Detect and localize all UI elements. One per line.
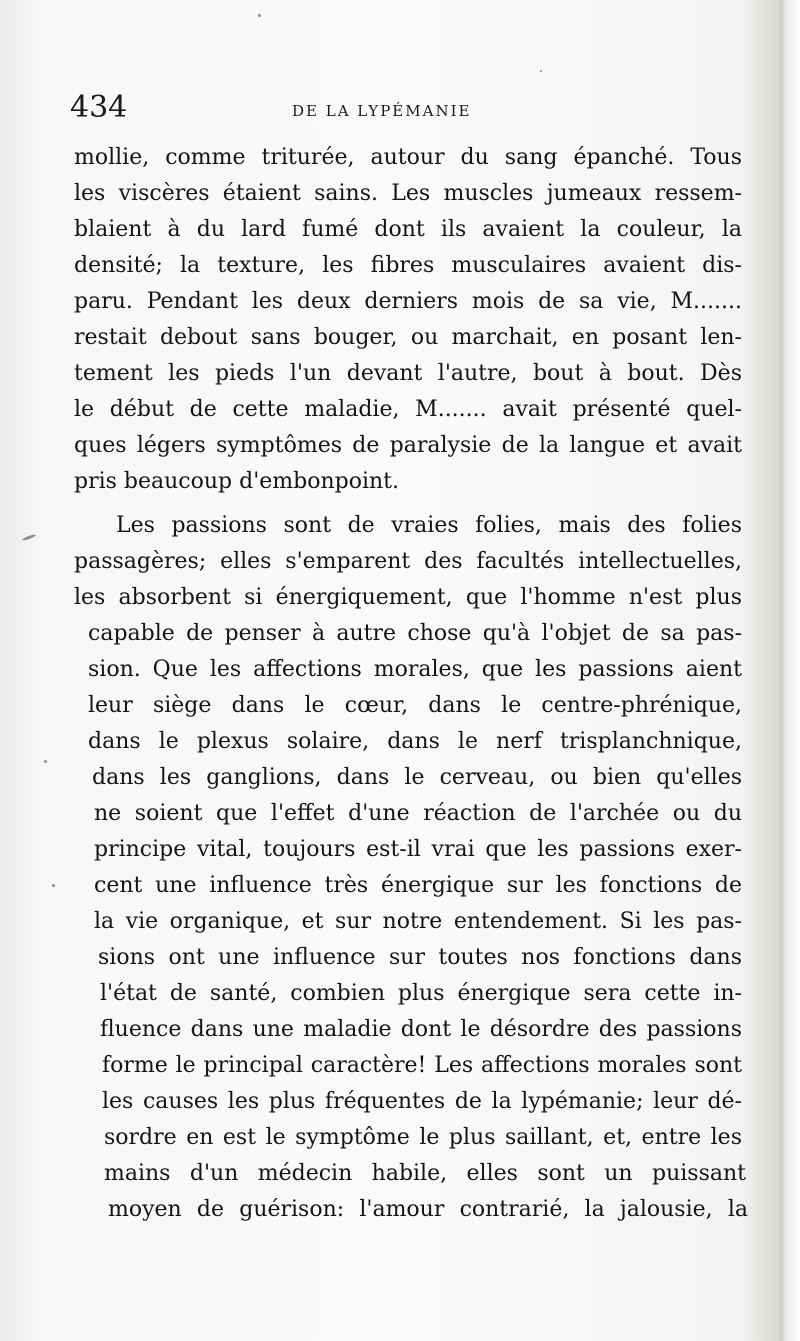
text-line: le début de cette maladie, M....... avait présenté quel- bbox=[74, 397, 742, 422]
running-title: DE LA LYPÉMANIE bbox=[292, 102, 472, 120]
text-line: ques légers symptômes de paralysie de la langue et avait bbox=[74, 433, 742, 458]
text-line: dans le plexus solaire, dans le nerf trisplanchnique, bbox=[88, 729, 742, 754]
text-line: passagères; elles s'emparent des facultés intellectuelles, bbox=[74, 549, 742, 574]
text-line: sion. Que les affections morales, que les passions aient bbox=[88, 657, 742, 682]
text-line: mains d'un médecin habile, elles sont un puissant bbox=[104, 1161, 746, 1186]
text-line: les causes les plus fréquentes de la lypémanie; leur dé- bbox=[102, 1089, 742, 1114]
ink-mark bbox=[22, 534, 36, 542]
text-line: sions ont une influence sur toutes nos fonctions dans bbox=[98, 945, 742, 970]
text-line: l'état de santé, combien plus énergique sera cette in- bbox=[100, 981, 742, 1006]
text-line: paru. Pendant les deux derniers mois de sa vie, M....... bbox=[74, 289, 742, 314]
text-line: la vie organique, et sur notre entendement. Si les pas- bbox=[94, 909, 742, 934]
text-line: restait debout sans bouger, ou marchait, en posant len- bbox=[74, 325, 742, 350]
text-line: capable de penser à autre chose qu'à l'objet de sa pas- bbox=[88, 621, 742, 646]
page-number: 434 bbox=[70, 90, 128, 125]
text-line: fluence dans une maladie dont le désordre des passions bbox=[100, 1017, 742, 1042]
text-line: les viscères étaient sains. Les muscles jumeaux ressem- bbox=[74, 181, 742, 206]
text-line: moyen de guérison: l'amour contrarié, la jalousie, la bbox=[108, 1197, 748, 1222]
ink-speck bbox=[258, 14, 261, 17]
text-line: dans les ganglions, dans le cerveau, ou bien qu'elles bbox=[92, 765, 742, 790]
text-line: Les passions sont de vraies folies, mais des folies bbox=[116, 513, 742, 538]
page-gutter-shadow bbox=[776, 0, 786, 1341]
text-line: ne soient que l'effet d'une réaction de l'archée ou du bbox=[94, 801, 742, 826]
text-line: mollie, comme triturée, autour du sang épanché. Tous bbox=[74, 145, 742, 170]
text-line: tement les pieds l'un devant l'autre, bout à bout. Dès bbox=[74, 361, 742, 386]
ink-speck bbox=[44, 760, 47, 763]
text-line: cent une influence très énergique sur les fonctions de bbox=[94, 873, 742, 898]
text-line: pris beaucoup d'embonpoint. bbox=[74, 469, 399, 494]
ink-speck bbox=[52, 884, 55, 887]
running-head bbox=[70, 90, 750, 130]
text-line: sordre en est le symptôme le plus saillant, et, entre les bbox=[104, 1125, 742, 1150]
text-line: principe vital, toujours est-il vrai que les passions exer- bbox=[94, 837, 742, 862]
text-line: forme le principal caractère! Les affections morales sont bbox=[102, 1053, 742, 1078]
ink-speck bbox=[540, 70, 542, 72]
text-line: densité; la texture, les fibres musculaires avaient dis- bbox=[74, 253, 742, 278]
text-line: les absorbent si énergiquement, que l'homme n'est plus bbox=[74, 585, 742, 610]
text-line: blaient à du lard fumé dont ils avaient la couleur, la bbox=[74, 217, 742, 242]
text-line: leur siège dans le cœur, dans le centre-phrénique, bbox=[88, 693, 742, 718]
